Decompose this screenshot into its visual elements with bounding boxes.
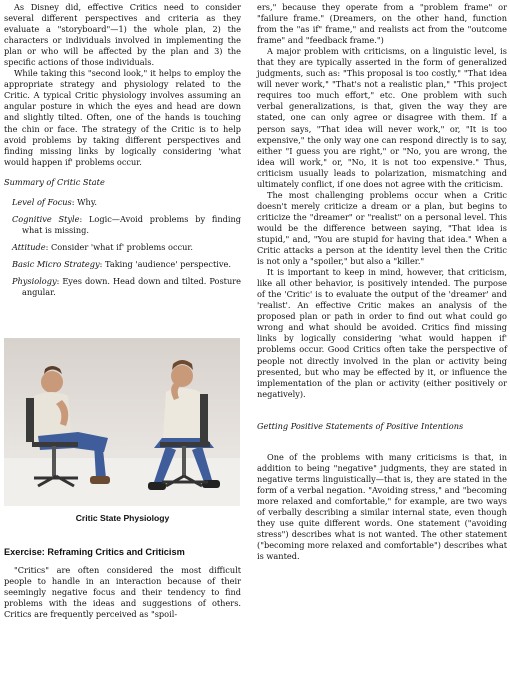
left-paragraph-2: While taking this "second look," it helps to employ the appropriate strategy and physiology related to the Critic. A typical Critic physiology involves assuming an angular posture in which the eyes and head are down and slightly tilted. Often, one of the hands is touching the chin or face. The strategy of the Critic is to help avoid problems by taking different perspectives and finding missing links by logically considering 'what would happen if' problems occur.: [4, 68, 241, 167]
right-paragraph-5: One of the problems with many criticisms is that, in addition to being "negative" judgments, they are stated in negative terms linguistically—that is, they are stated in the form of a verbal negation. "Avoiding stress," and "becoming more relaxed and comfortable," for example, are two ways of verbally describing a similar internal state, even though they use quite different words. One statement ("avoiding stress") describes what is not wanted. The other statement ("becoming more relaxed and comfortable") describes what is wanted.: [257, 451, 507, 562]
summary-heading: Summary of Critic State: [4, 176, 105, 187]
summary-item: Level of Focus: Why.: [12, 196, 97, 207]
right-paragraph-2: A major problem with criticisms, on a linguistic level, is that they are typically asserted in the form of generalized judgments, such as: "This proposal is too costly," "That idea will never work," "That's not a realistic plan," "This project requires too much effort," etc. One problem with such verbal generalizations, is that, given the way they are stated, one can only agree or disagree with them. If a person says, "That idea will never work," or, "It is too expensive," the only way one can respond directly is to say, either "I guess you are right," or "No, you are wrong, the idea will work," or, "No, it is not too expensive." Thus, criticism usually leads to polarization, mismatching and ultimately conflict, if one does not agree with the criticism.: [257, 46, 507, 189]
right-paragraph-4: It is important to keep in mind, however, that criticism, like all other behavior, is positively intended. The purpose of the 'Critic' is to evaluate the output of the 'dreamer' and 'realist'. An effective Critic makes an analysis of the proposed plan or path in order to find out what could go wrong and what should be avoided. Critics find missing links by logically considering 'what would happen if' problems occur. Good Critics often take the perspective of people not directly involved in the plan or activity being presented, but who may be effected by it, or influence the implementation of the plan or activity (either positively or negatively).: [257, 267, 507, 399]
summary-item: Physiology: Eyes down. Head down and tilted. Posture angular.: [12, 275, 241, 297]
left-column: [4, 2, 241, 620]
critic-physiology-photo: [4, 338, 240, 506]
summary-item: Cognitive Style: Logic—Avoid problems by finding what is missing.: [12, 213, 241, 235]
right-paragraph-3: The most challenging problems occur when a Critic doesn't merely criticize a dream or a plan, but begins to criticize the "dreamer" or "realist" on a personal level. This would be the difference between saying, "That idea is stupid," and, "You are stupid for having that idea." When a Critic attacks a person at the identity level then the Critic is not only a "spoiler," but also a "killer.": [257, 189, 507, 267]
summary-list: [4, 197, 241, 298]
left-paragraph-1: As Disney did, effective Critics need to consider several different perspectives and criteria as they evaluate a "storyboard"—1) the whole plan, 2) the characters or individuals involved in implementing the plan or who will be affected by the plan and 3) the specific actions of those individuals.: [4, 2, 241, 68]
left-paragraph-3: "Critics" are often considered the most difficult people to handle in an interaction because of their seemingly negative focus and their tendency to find problems with the ideas and suggestions of others. Critics are frequently perceived as "spoil-: [4, 564, 241, 619]
photo-illustration: [4, 338, 240, 506]
right-column: [257, 2, 507, 562]
summary-item: Attitude: Consider 'what if' problems occur.: [12, 241, 194, 252]
photo-caption: Critic State Physiology: [75, 512, 170, 523]
positive-statements-heading: Getting Positive Statements of Positive Intentions: [257, 420, 464, 431]
right-paragraph-1: ers," because they operate from a "problem frame" or "failure frame." (Dreamers, on the other hand, function from the "as if" frame," and realists act from the "outcome frame" and "feedback frame."): [257, 2, 507, 46]
exercise-heading: Exercise: Reframing Critics and Criticism: [4, 546, 185, 557]
summary-item: Basic Micro Strategy: Taking 'audience' perspective.: [12, 258, 231, 269]
